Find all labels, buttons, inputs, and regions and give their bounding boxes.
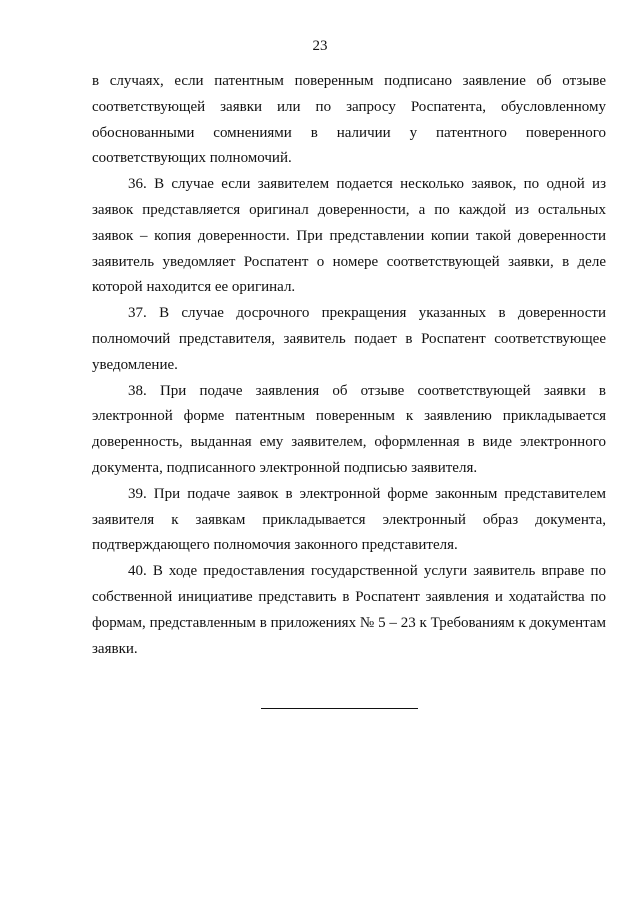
- paragraph-40: 40. В ходе предоставления государственной услуги заявитель вправе по собственной инициативе представить в Роспатент заявления и ходатайства по формам, представленным в приложениях № 5 – 23 к Требованиям к документам заявки.: [92, 563, 606, 657]
- paragraph-38: 38. При подаче заявления об отзыве соответствующей заявки в электронной форме патентным поверенным к заявлению прикладывается доверенность, выданная ему заявителем, оформленная в виде электронного документа, подписанного электронной подписью заявителя.: [92, 382, 606, 476]
- paragraph-39: 39. При подаче заявок в электронной форме законным представителем заявителя к заявкам прикладывается электронный образ документа, подтверждающего полномочия законного представителя.: [92, 485, 606, 554]
- end-of-document-rule: [261, 708, 418, 709]
- paragraph-36: 36. В случае если заявителем подается несколько заявок, по одной из заявок представляется оригинал доверенности, а по каждой из остальных заявок – копия доверенности. При представлении копии такой доверенности заявитель уведомляет Роспатент о номере соответствующей заявки, в деле которой находится ее оригинал.: [92, 176, 606, 296]
- document-body: [92, 69, 606, 662]
- paragraph-continuation: в случаях, если патентным поверенным подписано заявление об отзыве соответствующей заявки или по запросу Роспатента, обусловленному обоснованными сомнениями в наличии у патентного поверенного соответствующих полномочий.: [92, 73, 606, 167]
- paragraph-37: 37. В случае досрочного прекращения указанных в доверенности полномочий представителя, заявитель подает в Роспатент соответствующее уведомление.: [92, 305, 606, 373]
- page-number: 23: [312, 38, 328, 54]
